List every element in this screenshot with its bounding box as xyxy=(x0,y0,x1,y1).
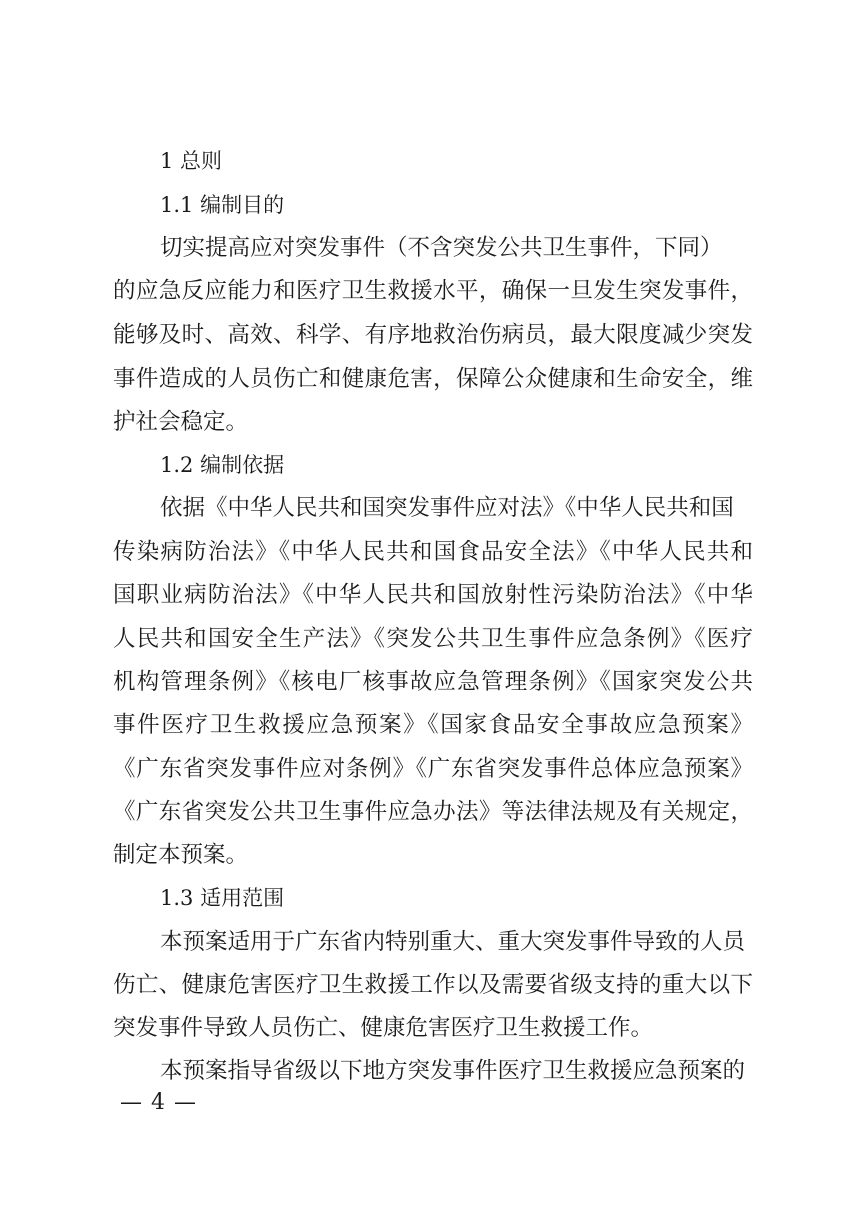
paragraph-line: 事件造成的人员伤亡和健康危害，保障公众健康和生命安全，维 xyxy=(113,366,753,392)
subsection-heading-1-1: 1.1 编制目的 xyxy=(160,193,285,217)
paragraph-line: 本预案指导省级以下地方突发事件医疗卫生救援应急预案的 xyxy=(160,1058,746,1084)
section-title: 1 总则 xyxy=(160,149,223,173)
paragraph-line: 《广东省突发公共卫生事件应急办法》等法律法规及有关规定， xyxy=(113,799,753,825)
subsection-heading-1-2: 1.2 编制依据 xyxy=(160,453,285,477)
paragraph-line: 本预案适用于广东省内特别重大、重大突发事件导致的人员 xyxy=(160,929,746,955)
paragraph-line: 国职业病防治法》《中华人民共和国放射性污染防治法》《中华 xyxy=(113,582,753,608)
subsection-heading-1-3: 1.3 适用范围 xyxy=(160,886,285,910)
paragraph-line: 事件医疗卫生救援应急预案》《国家食品安全事故应急预案》 xyxy=(113,712,753,738)
paragraph-line: 切实提高应对突发事件（不含突发公共卫生事件，下同） xyxy=(160,235,723,261)
paragraph-line: 机构管理条例》《核电厂核事故应急管理条例》《国家突发公共 xyxy=(113,669,753,695)
paragraph-line: 能够及时、高效、科学、有序地救治伤病员，最大限度减少突发 xyxy=(113,322,753,348)
paragraph-line: 制定本预案。 xyxy=(113,842,249,868)
paragraph-line: 《广东省突发事件应对条例》《广东省突发事件总体应急预案》 xyxy=(113,756,753,782)
paragraph-line: 突发事件导致人员伤亡、健康危害医疗卫生救援工作。 xyxy=(113,1015,654,1041)
paragraph-line: 护社会稳定。 xyxy=(113,409,249,435)
paragraph-line: 依据《中华人民共和国突发事件应对法》《中华人民共和国 xyxy=(160,495,734,521)
paragraph-line: 传染病防治法》《中华人民共和国食品安全法》《中华人民共和 xyxy=(113,539,753,565)
paragraph-line: 人民共和国安全生产法》《突发公共卫生事件应急条例》《医疗 xyxy=(113,626,753,652)
paragraph-line: 的应急反应能力和医疗卫生救援水平，确保一旦发生突发事件， xyxy=(113,278,753,304)
page-number: — 4 — xyxy=(120,1090,197,1115)
paragraph-line: 伤亡、健康危害医疗卫生救援工作以及需要省级支持的重大以下 xyxy=(113,972,753,998)
